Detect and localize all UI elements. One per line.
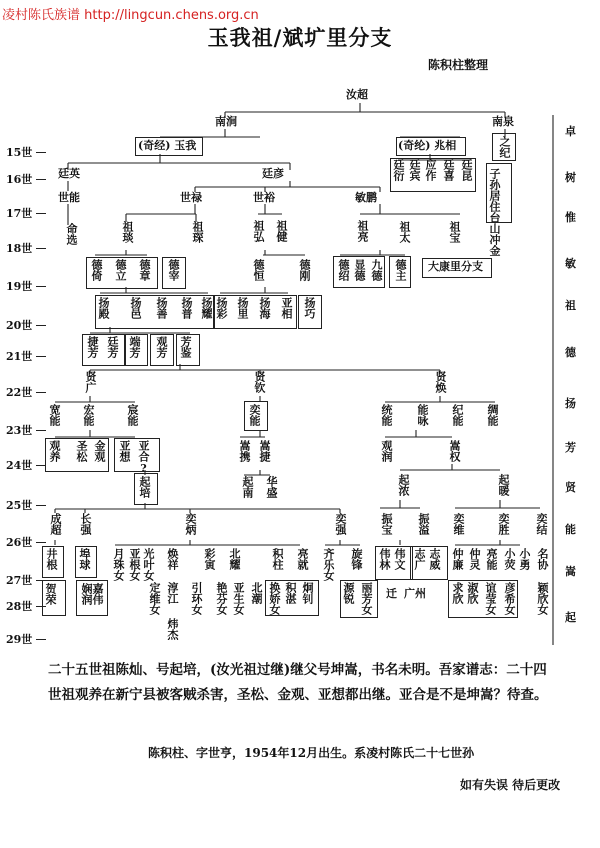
name-box bbox=[82, 334, 126, 366]
person-name: 宏能 bbox=[82, 404, 95, 426]
name-box bbox=[486, 163, 512, 223]
page-title: 玉我祖/斌圹里分支 bbox=[207, 25, 393, 50]
person-name: 廷喜 bbox=[442, 159, 455, 181]
person-name: 观芳 bbox=[155, 336, 168, 358]
generation-tick bbox=[36, 356, 46, 357]
person-name: 娴润 bbox=[80, 583, 93, 605]
person-name: 贤钦 bbox=[253, 371, 266, 393]
person-name: 扬邑 bbox=[129, 297, 142, 319]
person-name: 迁 bbox=[386, 587, 397, 600]
person-name: 引环女 bbox=[190, 582, 203, 615]
compiler-credit: 陈积柱整理 bbox=[428, 58, 489, 72]
person-name: 仲灵 bbox=[468, 548, 481, 570]
generation-name-char: 起 bbox=[565, 611, 576, 624]
person-name: 起暖 bbox=[497, 474, 510, 496]
person-name: 光叶女 bbox=[142, 548, 155, 581]
person-name: 起南 bbox=[241, 476, 254, 498]
name-box bbox=[213, 295, 297, 329]
generation-tick bbox=[36, 248, 46, 249]
person-name: 世能 bbox=[58, 191, 80, 204]
person-name: 世禄 bbox=[180, 191, 202, 204]
compiler-signature: 陈积柱、字世亨，1954年12月出生。系凌村陈氏二十七世孙 bbox=[148, 746, 475, 760]
person-name: 齐乐女 bbox=[322, 548, 335, 581]
name-box bbox=[162, 257, 186, 289]
person-name: 祖亮 bbox=[356, 220, 369, 242]
generation-name-char: 惟 bbox=[565, 211, 576, 224]
person-name: 艳芬女 bbox=[215, 582, 228, 615]
generation-name-char: 祖 bbox=[565, 299, 576, 312]
name-box bbox=[333, 256, 385, 288]
person-name: 伟林 bbox=[378, 548, 391, 570]
person-name: 亚相 bbox=[280, 297, 293, 319]
person-name: 求欣 bbox=[451, 582, 464, 604]
person-name: 宸能 bbox=[126, 404, 139, 426]
person-name: 广州 bbox=[404, 587, 426, 600]
person-name: 圣松 bbox=[75, 440, 88, 462]
person-name: 名协 bbox=[536, 548, 549, 570]
person-name: 亚合? bbox=[137, 440, 150, 475]
generation-label: 27世 bbox=[6, 574, 33, 587]
generation-label: 20世 bbox=[6, 319, 33, 332]
generation-label: 17世 bbox=[6, 207, 33, 220]
person-name: 奕强 bbox=[334, 513, 347, 535]
person-name: 伟文 bbox=[393, 548, 406, 570]
name-box bbox=[76, 580, 108, 616]
generation-tick bbox=[36, 606, 46, 607]
person-name: 子孙居住台山冲金 bbox=[488, 168, 501, 256]
person-name: 志广 bbox=[413, 548, 426, 570]
generation-label: 15世 bbox=[6, 146, 33, 159]
name-box bbox=[150, 334, 174, 366]
person-name: 嵩权 bbox=[448, 440, 461, 462]
name-box bbox=[390, 158, 476, 192]
person-name: 亚想 bbox=[118, 440, 131, 462]
person-name: 奕胜 bbox=[497, 513, 510, 535]
generation-label: 28世 bbox=[6, 600, 33, 613]
name-box bbox=[298, 295, 322, 329]
person-name: 小勇 bbox=[518, 548, 531, 570]
person-name: 奕能 bbox=[248, 404, 261, 426]
person-name: 贤焕 bbox=[434, 371, 447, 393]
genealogy-note: 二十五世祖陈灿、号起培，(汝光祖过继)继父号坤嵩，书名未明。吾家谱志：二十四世祖观养在新宁县被客贼杀害，圣松、金观、亚想都出继。亚合是不是坤嵩？待查。 bbox=[48, 662, 548, 703]
person-name: 小荧 bbox=[503, 548, 516, 570]
person-name: 志威 bbox=[428, 548, 441, 570]
person-name: 绸能 bbox=[486, 404, 499, 426]
person-name: 廷衍 bbox=[392, 159, 405, 181]
name-box bbox=[45, 438, 109, 472]
person-name: 芳鉴 bbox=[179, 336, 192, 358]
person-name: 振宝 bbox=[380, 513, 393, 535]
person-name: 南涧 bbox=[215, 115, 237, 128]
person-name: 成超 bbox=[49, 513, 62, 535]
name-box bbox=[396, 137, 466, 156]
person-name: 扬彩 bbox=[215, 297, 228, 319]
name-box bbox=[375, 546, 413, 580]
generation-tick bbox=[36, 152, 46, 153]
person-name: 奕炳 bbox=[184, 513, 197, 535]
person-name: 九德 bbox=[370, 259, 383, 281]
person-name: 扬里 bbox=[236, 297, 249, 319]
person-name: 炜杰 bbox=[166, 618, 179, 640]
person-name: 旋锋 bbox=[350, 548, 363, 570]
generation-label: 24世 bbox=[6, 459, 33, 472]
person-name: 德章 bbox=[138, 259, 151, 281]
name-box bbox=[42, 580, 66, 616]
name-box bbox=[75, 546, 97, 578]
person-name: 谊莹女 bbox=[484, 582, 497, 615]
person-name: 北耀 bbox=[228, 548, 241, 570]
person-name: 命选 bbox=[65, 223, 78, 245]
person-name: 淑欣 bbox=[466, 582, 479, 604]
generation-name-char: 能 bbox=[565, 523, 576, 536]
name-box bbox=[176, 334, 200, 366]
generation-name-char: 芳 bbox=[565, 441, 576, 454]
person-name: (奇纶) 兆相 bbox=[398, 139, 457, 152]
person-name: 德绍 bbox=[337, 259, 350, 281]
person-name: 颖欣女 bbox=[536, 582, 549, 615]
person-name: 祖琰 bbox=[121, 221, 134, 243]
generation-name-char: 树 bbox=[565, 171, 576, 184]
person-name: 德刚 bbox=[298, 259, 311, 281]
person-name: 廷昆 bbox=[460, 159, 473, 181]
person-name: 奕结 bbox=[535, 513, 548, 535]
person-name: 亚根女 bbox=[128, 548, 141, 581]
person-name: 源锐 bbox=[342, 582, 355, 604]
person-name: 廷彦 bbox=[262, 167, 284, 180]
name-box bbox=[124, 334, 148, 366]
person-name: 扬普 bbox=[180, 297, 193, 319]
name-box bbox=[265, 580, 319, 616]
person-name: 德恒 bbox=[252, 259, 265, 281]
name-box bbox=[389, 256, 411, 288]
generation-name-char: 扬 bbox=[565, 397, 576, 410]
person-name: 华盛 bbox=[265, 476, 278, 498]
person-name: 扬巧 bbox=[303, 297, 316, 319]
generation-name-char: 贤 bbox=[565, 481, 576, 494]
generation-name-char: 卓 bbox=[565, 125, 576, 138]
person-name: 仲廉 bbox=[451, 548, 464, 570]
person-name: 观养 bbox=[48, 440, 61, 462]
generation-label: 26世 bbox=[6, 536, 33, 549]
person-name: 祖宝 bbox=[448, 221, 461, 243]
name-box bbox=[134, 473, 158, 505]
person-name: 祖太 bbox=[398, 221, 411, 243]
person-name: 定维女 bbox=[148, 582, 161, 615]
person-name: 世裕 bbox=[253, 191, 275, 204]
generation-tick bbox=[36, 580, 46, 581]
generation-label: 18世 bbox=[6, 242, 33, 255]
person-name: 祖琛 bbox=[191, 221, 204, 243]
branch-box-label: 大康里分支 bbox=[428, 260, 483, 273]
person-name: 之纪 bbox=[498, 136, 511, 158]
person-name: 起培 bbox=[138, 476, 151, 498]
person-name: 炯钊 bbox=[301, 582, 314, 604]
person-name: 丽芳女 bbox=[360, 582, 373, 615]
person-name: 嵩携 bbox=[238, 440, 251, 462]
generation-name-char: 嵩 bbox=[565, 565, 576, 578]
person-name: 敏鹏 bbox=[355, 191, 377, 204]
site-watermark: 凌村陈氏族谱 http://lingcun.chens.org.cn bbox=[2, 8, 259, 23]
generation-name-char: 敏 bbox=[565, 257, 576, 270]
name-box bbox=[492, 133, 516, 161]
generation-tick bbox=[36, 392, 46, 393]
person-name: 彦希女 bbox=[503, 582, 516, 615]
person-name: 廷宾 bbox=[408, 159, 421, 181]
person-name: 埠球 bbox=[78, 548, 91, 570]
person-name: 扬殿 bbox=[97, 297, 110, 319]
person-name: 起浓 bbox=[397, 474, 410, 496]
person-name: 扬善 bbox=[155, 297, 168, 319]
person-name: 嘉伟 bbox=[91, 583, 104, 605]
generation-tick bbox=[36, 639, 46, 640]
person-name: 贤广 bbox=[84, 371, 97, 393]
person-name: 纪能 bbox=[451, 404, 464, 426]
person-name: 亮就 bbox=[296, 548, 309, 570]
person-name: 振溢 bbox=[417, 513, 430, 535]
person-name: 扬海 bbox=[258, 297, 271, 319]
person-name: 换娇女 bbox=[268, 582, 281, 615]
name-box bbox=[95, 295, 215, 329]
name-box bbox=[448, 580, 518, 618]
person-name: 祖弘 bbox=[252, 220, 265, 242]
person-name: 德主 bbox=[394, 259, 407, 281]
name-box bbox=[244, 401, 268, 431]
generation-label: 29世 bbox=[6, 633, 33, 646]
person-name: 积柱 bbox=[271, 548, 284, 570]
name-box bbox=[340, 580, 378, 618]
person-name: 北潮 bbox=[250, 582, 263, 604]
person-name: 积湛 bbox=[284, 582, 297, 604]
person-name: 宽能 bbox=[48, 404, 61, 426]
name-box bbox=[42, 546, 64, 578]
person-name: 德倚 bbox=[90, 259, 103, 281]
person-name: 奕维 bbox=[452, 513, 465, 535]
generation-tick bbox=[36, 505, 46, 506]
generation-label: 22世 bbox=[6, 386, 33, 399]
person-name: 彩寅 bbox=[203, 548, 216, 570]
person-name: 能咏 bbox=[416, 404, 429, 426]
person-name: 廷芳 bbox=[106, 336, 119, 358]
generation-tick bbox=[36, 465, 46, 466]
generation-label: 21世 bbox=[6, 350, 33, 363]
person-name: 端芳 bbox=[128, 336, 141, 358]
generation-tick bbox=[36, 542, 46, 543]
generation-label: 25世 bbox=[6, 499, 33, 512]
person-name: 亮能 bbox=[485, 548, 498, 570]
name-box bbox=[86, 257, 158, 289]
person-name: 显德 bbox=[353, 259, 366, 281]
person-name: 统能 bbox=[380, 404, 393, 426]
person-name: 长强 bbox=[79, 513, 92, 535]
person-name: 贺荣 bbox=[44, 583, 57, 605]
name-box bbox=[114, 438, 160, 472]
person-name: 月珠女 bbox=[112, 548, 125, 581]
person-name: 扬耀 bbox=[200, 297, 213, 319]
person-name: 淳江 bbox=[166, 582, 179, 604]
person-name: 廷英 bbox=[58, 167, 80, 180]
generation-label: 23世 bbox=[6, 424, 33, 437]
generation-tick bbox=[36, 286, 46, 287]
person-name: 观润 bbox=[380, 440, 393, 462]
person-name: 嵩捷 bbox=[258, 440, 271, 462]
person-name: 南泉 bbox=[492, 115, 514, 128]
person-name: 应作 bbox=[424, 159, 437, 181]
person-name: 德宰 bbox=[167, 259, 180, 281]
generation-tick bbox=[36, 430, 46, 431]
person-name: 德立 bbox=[114, 259, 127, 281]
name-box bbox=[410, 546, 448, 580]
root-ancestor: 汝超 bbox=[346, 88, 368, 101]
generation-name-char: 德 bbox=[565, 346, 576, 359]
person-name: 焕祥 bbox=[166, 548, 179, 570]
correction-note: 如有失误 待后更改 bbox=[460, 778, 561, 792]
generation-label: 16世 bbox=[6, 173, 33, 186]
generation-tick bbox=[36, 213, 46, 214]
generation-tick bbox=[36, 179, 46, 180]
generation-tick bbox=[36, 325, 46, 326]
person-name: 金观 bbox=[93, 440, 106, 462]
person-name: 井根 bbox=[45, 548, 58, 570]
person-name: (奇经) 玉我 bbox=[138, 139, 197, 152]
person-name: 捷芳 bbox=[86, 336, 99, 358]
generation-label: 19世 bbox=[6, 280, 33, 293]
person-name: 祖健 bbox=[275, 220, 288, 242]
person-name: 亚生女 bbox=[232, 582, 245, 615]
name-box bbox=[135, 137, 203, 156]
